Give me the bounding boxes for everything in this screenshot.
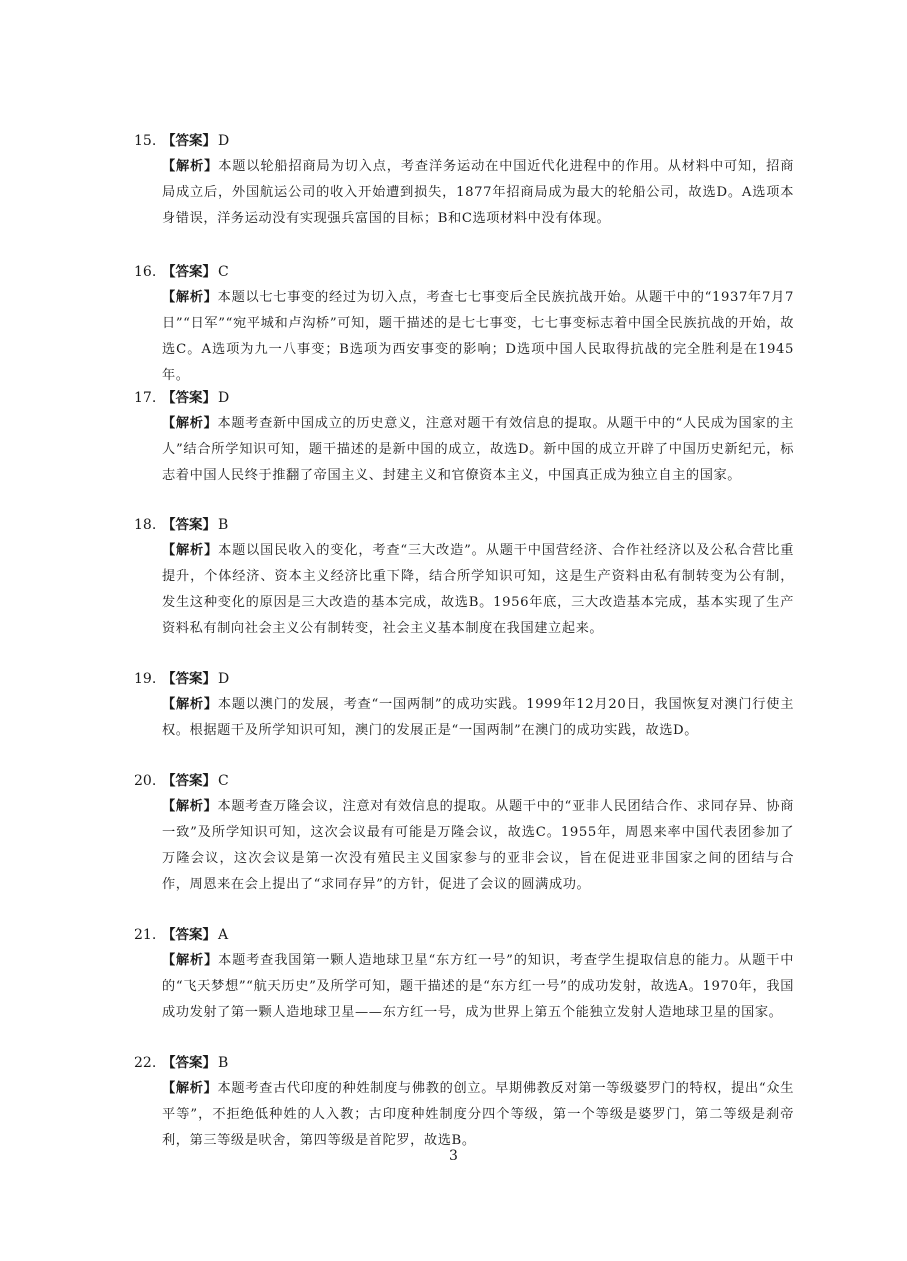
analysis-tag: 【解析】 [162, 543, 219, 558]
analysis-text: 本题以七七事变的经过为切入点，考查七七事变后全民族抗战开始。从题干中的“1937年7月7日”“日军”“宛平城和卢沟桥”可知，题干描述的是七七事变，七七事变标志着中国全民族抗战的开始，故选C。A选项为九一八事变；B选项为西安事变的影响；D选项中国人民取得抗战的完全胜利是在1945年。 [162, 290, 794, 383]
answer-line [134, 922, 794, 948]
analysis-text: 本题考查万隆会议，注意对有效信息的提取。从题干中的“亚非人民团结合作、求同存异、协商一致”及所学知识可知，这次会议最有可能是万隆会议，故选C。1955年，周恩来率中国代表团参加了万隆会议，这次会议是第一次没有殖民主义国家参与的亚非会议，旨在促进亚非国家之间的团结与合作，周恩来在会上提出了“求同存异”的方针，促进了会议的圆满成功。 [162, 799, 794, 892]
analysis-paragraph [162, 948, 794, 1026]
question-item-15 [134, 128, 794, 232]
answer-line [134, 128, 794, 154]
question-number: 19. [134, 671, 157, 687]
analysis-paragraph [162, 538, 794, 642]
answer-tag: 【答案】 [162, 1055, 216, 1071]
answer-tag: 【答案】 [162, 517, 216, 533]
analysis-paragraph [162, 794, 794, 898]
answer-value: C [218, 264, 229, 280]
question-item-17 [134, 385, 794, 489]
analysis-tag: 【解析】 [162, 416, 218, 431]
answer-value: B [218, 1055, 229, 1071]
question-number: 15. [134, 133, 157, 149]
answer-tag: 【答案】 [162, 264, 216, 280]
analysis-paragraph [162, 1076, 794, 1154]
analysis-paragraph [162, 154, 794, 232]
answer-value: B [218, 517, 229, 533]
analysis-text: 本题以国民收入的变化，考查“三大改造”。从题干中国营经济、合作社经济以及公私合营比重提升，个体经济、资本主义经济比重下降，结合所学知识可知，这是生产资料由私有制转变为公有制，发生这种变化的原因是三大改造的基本完成，故选B。1956年底，三大改造基本完成，基本实现了生产资料私有制向社会主义公有制转变，社会主义基本制度在我国建立起来。 [162, 543, 794, 636]
answer-tag: 【答案】 [162, 390, 216, 406]
analysis-tag: 【解析】 [162, 159, 219, 174]
analysis-tag: 【解析】 [162, 953, 219, 968]
analysis-text: 本题考查新中国成立的历史意义，注意对题干有效信息的提取。从题干中的“人民成为国家的主人”结合所学知识可知，题干描述的是新中国的成立，故选D。新中国的成立开辟了中国历史新纪元，标志着中国人民终于推翻了帝国主义、封建主义和官僚资本主义，中国真正成为独立自主的国家。 [162, 416, 794, 483]
question-number: 20. [134, 773, 157, 789]
answer-value: A [218, 927, 229, 943]
analysis-text: 本题考查我国第一颗人造地球卫星“东方红一号”的知识，考查学生提取信息的能力。从题干中的“飞天梦想”“航天历史”及所学可知，题干描述的是“东方红一号”的成功发射，故选A。1970年，我国成功发射了第一颗人造地球卫星——东方红一号，成为世界上第五个能独立发射人造地球卫星的国家。 [162, 953, 794, 1020]
question-number: 22. [134, 1055, 157, 1071]
analysis-paragraph [162, 411, 794, 489]
answer-line [134, 768, 794, 794]
answer-value: D [218, 133, 230, 149]
question-item-20 [134, 768, 794, 898]
analysis-tag: 【解析】 [162, 799, 218, 814]
analysis-text: 本题考查古代印度的种姓制度与佛教的创立。早期佛教反对第一等级婆罗门的特权，提出“众生平等”，不拒绝低种姓的人入教；古印度种姓制度分四个等级，第一个等级是婆罗门，第二等级是刹帝利，第三等级是吠舍，第四等级是首陀罗，故选B。 [162, 1081, 794, 1148]
question-number: 18. [134, 517, 157, 533]
question-number: 17. [134, 390, 157, 406]
question-item-19 [134, 666, 794, 744]
analysis-text: 本题以澳门的发展，考查“一国两制”的成功实践。1999年12月20日，我国恢复对澳门行使主权。根据题干及所学知识可知，澳门的发展正是“一国两制”在澳门的成功实践，故选D。 [162, 697, 794, 738]
answer-line [134, 259, 794, 285]
question-number: 21. [134, 927, 157, 943]
question-item-21 [134, 922, 794, 1026]
analysis-tag: 【解析】 [162, 290, 218, 305]
answer-value: D [218, 671, 230, 687]
question-item-16 [134, 259, 794, 389]
answer-tag: 【答案】 [162, 133, 216, 149]
analysis-paragraph [162, 285, 794, 389]
question-number: 16. [134, 264, 157, 280]
analysis-text: 本题以轮船招商局为切入点，考查洋务运动在中国近代化进程中的作用。从材料中可知，招商局成立后，外国航运公司的收入开始遭到损失，1877年招商局成为最大的轮船公司，故选D。A选项本身错误，洋务运动没有实现强兵富国的目标；B和C选项材料中没有体现。 [162, 159, 794, 226]
answer-tag: 【答案】 [162, 927, 216, 943]
answer-line [134, 1050, 794, 1076]
answer-tag: 【答案】 [162, 773, 216, 789]
answer-line [134, 666, 794, 692]
question-item-22 [134, 1050, 794, 1154]
analysis-tag: 【解析】 [162, 1081, 218, 1096]
answer-line [134, 512, 794, 538]
question-item-18 [134, 512, 794, 642]
analysis-paragraph [162, 692, 794, 744]
page-number: 3 [449, 1148, 458, 1164]
answer-value: D [218, 390, 230, 406]
answer-line [134, 385, 794, 411]
answer-tag: 【答案】 [162, 671, 216, 687]
analysis-tag: 【解析】 [162, 697, 218, 712]
answer-value: C [218, 773, 229, 789]
